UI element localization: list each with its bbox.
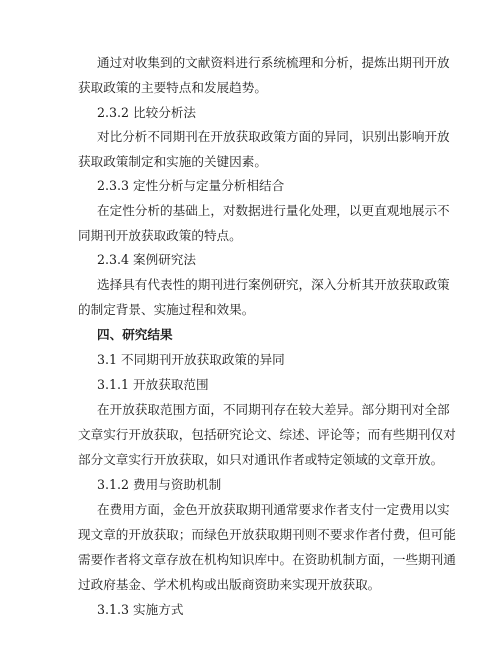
chapter-heading-results: 四、研究结果: [97, 327, 173, 342]
paragraph-line: 过政府基金、学术机构或出版商资助来实现开放获取。: [78, 577, 381, 592]
paragraph-line: 文章实行开放获取，包括研究论文、综述、评论等；而有些期刊仅对: [78, 427, 456, 442]
paragraph-line: 需要作者将文章存放在机构知识库中。在资助机制方面，一些期刊通: [78, 552, 456, 567]
section-heading-3-1: 3.1 不同期刊开放获取政策的异同: [97, 352, 285, 367]
paragraph-line: 的制定背景、实施过程和效果。: [78, 302, 255, 317]
paragraph-line: 在开放获取范围方面，不同期刊存在较大差异。部分期刊对全部: [97, 402, 450, 417]
paragraph-line: 现文章的开放获取；而绿色开放获取期刊则不要求作者付费，但可能: [78, 527, 456, 542]
section-heading-3-1-3: 3.1.3 实施方式: [97, 602, 184, 617]
section-heading-2-3-4: 2.3.4 案例研究法: [97, 252, 197, 267]
paragraph-line: 获取政策制定和实施的关键因素。: [78, 154, 267, 169]
paragraph-line: 在定性分析的基础上，对数据进行量化处理，以更直观地展示不: [97, 203, 450, 218]
section-heading-2-3-2: 2.3.2 比较分析法: [97, 105, 197, 120]
paragraph-line: 在费用方面，金色开放获取期刊通常要求作者支付一定费用以实: [97, 502, 450, 517]
paragraph-line: 通过对收集到的文献资料进行系统梳理和分析，提炼出期刊开放: [97, 55, 450, 70]
paragraph-line: 选择具有代表性的期刊进行案例研究，深入分析其开放获取政策: [97, 277, 450, 292]
paragraph-line: 同期刊开放获取政策的特点。: [78, 228, 242, 243]
section-heading-3-1-2: 3.1.2 费用与资助机制: [97, 477, 222, 492]
paragraph-line: 部分文章实行开放获取，如只对通讯作者或特定领域的文章开放。: [78, 452, 444, 467]
section-heading-2-3-3: 2.3.3 定性分析与定量分析相结合: [97, 178, 285, 193]
paragraph-line: 对比分析不同期刊在开放获取政策方面的异同，识别出影响开放: [97, 129, 450, 144]
paragraph-line: 获取政策的主要特点和发展趋势。: [78, 80, 267, 95]
section-heading-3-1-1: 3.1.1 开放获取范围: [97, 377, 209, 392]
